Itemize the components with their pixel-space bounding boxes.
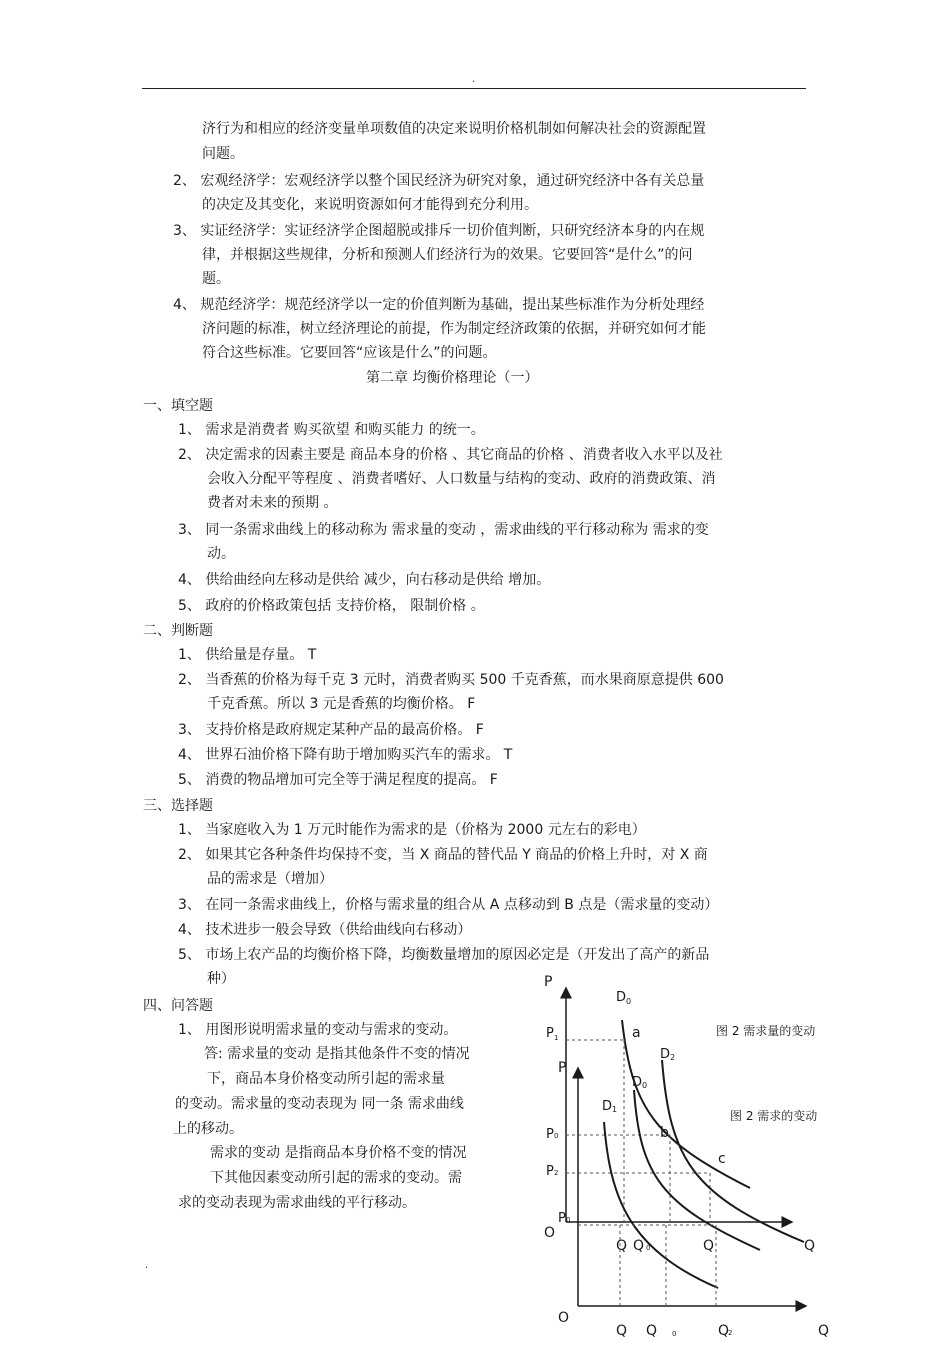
g2-label-d0: D: [632, 1075, 643, 1090]
text-line: 5、 市场上农产品的均衡价格下降，均衡数量增加的原因必定是（开发出了高产的新品: [178, 947, 710, 963]
g1-label-p2: P: [546, 1164, 554, 1179]
g1-label-p1-sub: 1: [554, 1034, 559, 1042]
g2-label-q2: Q: [718, 1323, 730, 1339]
g1-point-b: b: [660, 1125, 669, 1141]
g1-label-d0-sub: 0: [626, 997, 632, 1006]
g2-label-o: O: [558, 1310, 570, 1326]
text-line: 2、 当香蕉的价格为每千克 3 元时，消费者购买 500 千克香蕉，而水果商原意提供 600: [178, 672, 724, 688]
text-line: 1、 用图形说明需求量的变动与需求的变动。: [178, 1022, 458, 1038]
g2-label-p0: P: [558, 1211, 566, 1226]
g1-label-q0-sub: 0: [646, 1244, 651, 1252]
g2-label-d0-sub: 0: [642, 1081, 648, 1090]
text-line: 需求的变动 是指商品本身价格不变的情况: [210, 1145, 467, 1161]
demand-graphs: [520, 960, 860, 1345]
text-line: 5、 消费的物品增加可完全等于满足程度的提高。 F: [178, 772, 498, 788]
g1-point-a: a: [632, 1025, 641, 1041]
text-line: 的决定及其变化，来说明资源如何才能得到充分利用。: [202, 197, 538, 213]
text-line: 4、 世界石油价格下降有助于增加购买汽车的需求。 T: [178, 747, 513, 763]
text-line: 题。: [202, 271, 230, 287]
section-title-true-false: 二、判断题: [143, 623, 213, 639]
text-line: 品的需求是（增加）: [207, 871, 333, 887]
text-line: 答: 需求量的变动 是指其他条件不变的情况: [204, 1046, 470, 1062]
text-line: 3、 在同一条需求曲线上，价格与需求量的组合从 A 点移动到 B 点是（需求量的变动）: [178, 897, 719, 913]
text-line: 2、 决定需求的因素主要是 商品本身的价格 、其它商品的价格 、消费者收入水平以及社: [178, 447, 723, 463]
g2-label-d1: D: [602, 1099, 613, 1114]
g2-label-q2-sub: 2: [728, 1329, 733, 1337]
text-line: 1、 当家庭收入为 1 万元时能作为需求的是（价格为 2000 元左右的彩电）: [178, 822, 646, 838]
text-line: 2、 宏观经济学：宏观经济学以整个国民经济为研究对象，通过研究经济中各有关总量: [173, 173, 705, 189]
chapter-title: 第二章 均衡价格理论（一）: [366, 370, 539, 386]
text-line: 上的移动。: [173, 1121, 243, 1137]
g1-label-d0: D: [616, 990, 627, 1005]
text-line: 4、 技术进步一般会导致（供给曲线向右移动）: [178, 922, 472, 938]
text-line: 下，商品本身价格变动所引起的需求量: [207, 1071, 445, 1087]
g2-label-q1: Q: [616, 1323, 628, 1339]
g2-label-q0: Q: [646, 1323, 658, 1339]
text-line: 济问题的标准，树立经济理论的前提，作为制定经济政策的依据，并研究如何才能: [202, 321, 706, 337]
text-line: 3、 支持价格是政府规定某种产品的最高价格。 F: [178, 722, 484, 738]
text-line: 动。: [207, 546, 235, 562]
text-line: 4、 规范经济学：规范经济学以一定的价值判断为基础，提出某些标准作为分析处理经: [173, 297, 705, 313]
text-line: 会收入分配平等程度 、消费者嗜好、人口数量与结构的变动、政府的消费政策、消: [207, 471, 716, 487]
g2-label-p: P: [558, 1060, 567, 1076]
section-title-questions: 四、问答题: [143, 998, 213, 1014]
text-line: 律，并根据这些规律，分析和预测人们经济行为的效果。它要回答“是什么”的问: [202, 247, 693, 263]
g2-label-d2-sub: 2: [670, 1053, 676, 1062]
text-line: 问题。: [202, 146, 244, 162]
header-dot: .: [472, 74, 476, 85]
text-line: 种）: [207, 971, 235, 987]
text-line: 5、 政府的价格政策包括 支持价格， 限制价格 。: [178, 598, 485, 614]
text-line: 4、 供给曲经向左移动是供给 减少，向右移动是供给 增加。: [178, 572, 551, 588]
g1-label-q2: Q: [703, 1238, 715, 1254]
g2-label-q0-sub: 0: [672, 1330, 677, 1338]
text-line: 符合这些标准。它要回答“应该是什么”的问题。: [202, 345, 497, 361]
g1-demand-curve-d0: [622, 1020, 750, 1188]
text-line: 求的变动表现为需求曲线的平行移动。: [178, 1195, 416, 1211]
text-line: 2、 如果其它各种条件均保持不变，当 X 商品的替代品 Y 商品的价格上升时，对 X 商: [178, 847, 708, 863]
figure-caption-2: 图 2 需求的变动: [730, 1109, 818, 1123]
text-line: 下其他因素变动所引起的需求的变动。需: [210, 1170, 462, 1186]
g1-label-p1: P: [546, 1026, 554, 1041]
g1-label-p0-sub: 0: [554, 1132, 559, 1140]
g1-point-c: c: [718, 1151, 726, 1167]
g1-label-o: O: [544, 1225, 556, 1241]
g2-demand-curve-d1: [604, 1122, 718, 1288]
g1-label-p: P: [544, 974, 553, 990]
text-line: 济行为和相应的经济变量单项数值的决定来说明价格机制如何解决社会的资源配置: [202, 121, 706, 137]
header-rule: [142, 88, 806, 89]
text-line: 3、 同一条需求曲线上的移动称为 需求量的变动 ，需求曲线的平行移动称为 需求的变: [178, 522, 709, 538]
section-title-multiple-choice: 三、选择题: [143, 798, 213, 814]
text-line: 1、 需求是消费者 购买欲望 和购买能力 的统一。: [178, 422, 485, 438]
g2-label-p0-sub: 0: [566, 1216, 571, 1224]
graph-demand-change: [558, 1047, 829, 1339]
text-line: 费者对未来的预期 。: [207, 495, 338, 511]
footer-dot: .: [145, 1260, 149, 1271]
g2-label-d2: D: [660, 1047, 671, 1062]
g1-label-q-axis: Q: [804, 1238, 816, 1254]
text-line: 1、 供给量是存量。 T: [178, 647, 317, 663]
g2-label-d1-sub: 1: [612, 1105, 618, 1114]
figure-caption-1: 图 2 需求量的变动: [716, 1024, 816, 1038]
g2-label-q-axis: Q: [818, 1323, 830, 1339]
text-line: 的变动。需求量的变动表现为 同一条 需求曲线: [175, 1096, 464, 1112]
text-line: 千克香蕉。所以 3 元是香蕉的均衡价格。 F: [207, 696, 476, 712]
section-title-fill-in: 一、填空题: [143, 398, 213, 414]
g1-label-p0: P: [546, 1127, 554, 1142]
g1-label-p2-sub: 2: [554, 1169, 559, 1177]
g2-demand-curve-d2: [662, 1060, 804, 1242]
g1-label-q1: Q: [616, 1238, 628, 1254]
g1-label-q0: Q: [633, 1238, 645, 1254]
text-line: 3、 实证经济学：实证经济学企图超脱或排斥一切价值判断，只研究经济本身的内在规: [173, 223, 705, 239]
demand-figure: [520, 960, 860, 1345]
